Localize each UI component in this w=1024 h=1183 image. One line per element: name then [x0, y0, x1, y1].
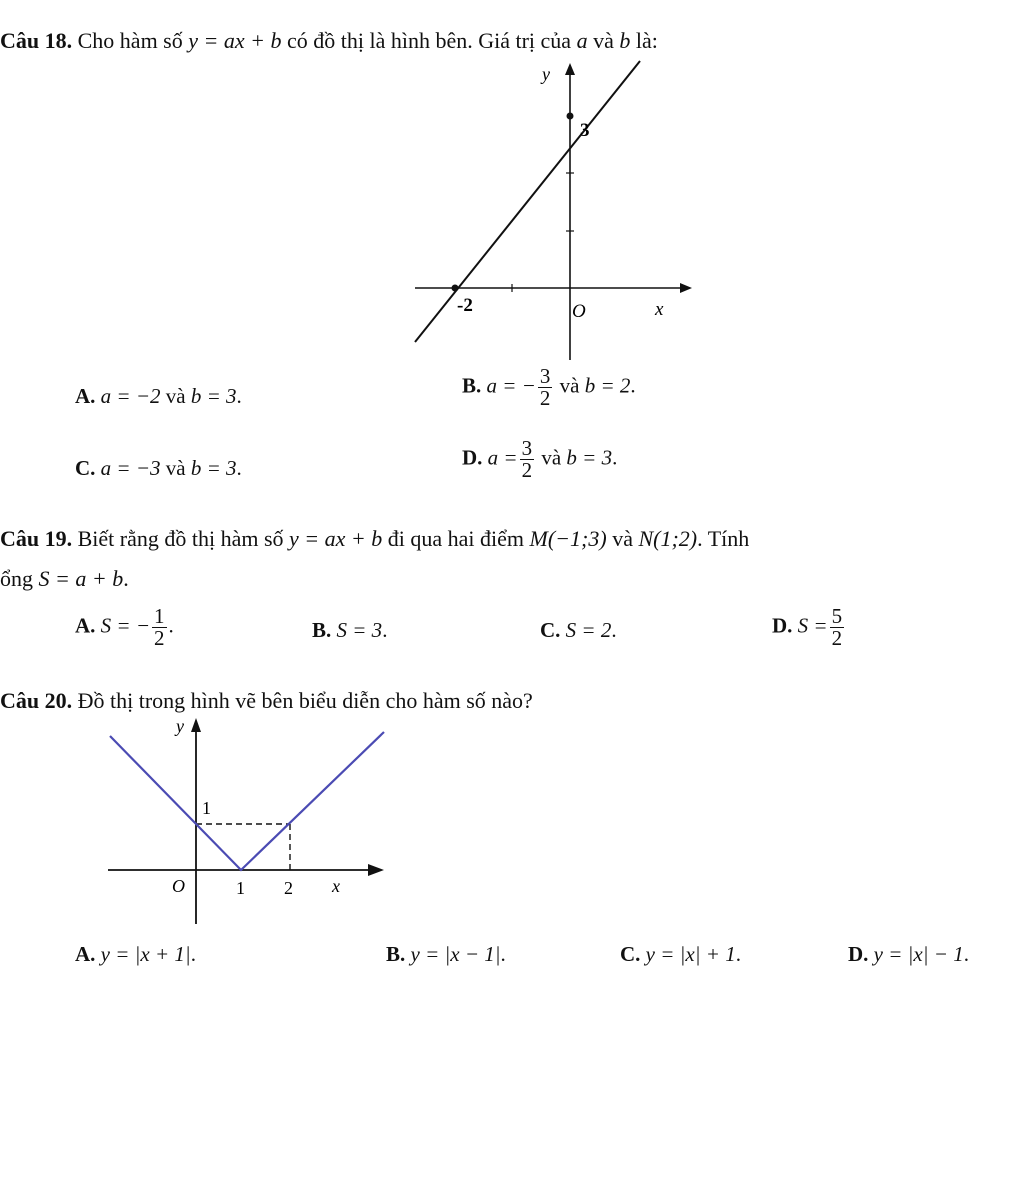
- q18-text-before: Cho hàm số: [77, 28, 183, 53]
- fraction: [830, 606, 845, 649]
- q18-function: y = ax + b: [188, 28, 282, 53]
- q19-stem-line2: [0, 566, 129, 592]
- option-a-value: a = −2: [100, 384, 161, 408]
- q20-option-c[interactable]: [620, 942, 741, 967]
- q18-end: là:: [635, 28, 658, 53]
- option-end: .: [500, 942, 506, 966]
- option-end: .: [190, 942, 196, 966]
- option-label: A.: [75, 613, 96, 638]
- q19-option-b[interactable]: [312, 618, 387, 643]
- fraction-numerator: 1: [154, 604, 165, 628]
- q18-number: Câu 18.: [0, 28, 73, 53]
- q18-option-a[interactable]: [75, 384, 242, 409]
- q19-point-n: N(1;2): [638, 526, 698, 551]
- q20-origin-label: O: [172, 876, 185, 896]
- option-label: B.: [312, 618, 332, 642]
- option-end: .: [630, 373, 636, 398]
- option-a-prefix: a = −: [486, 373, 536, 398]
- q19-line2-start: ổng: [0, 566, 33, 591]
- q19-point-m: M(−1;3): [529, 526, 607, 551]
- option-end: .: [168, 613, 174, 638]
- q19-number: Câu 19.: [0, 526, 73, 551]
- option-b-value: b = 3: [190, 456, 237, 480]
- fraction: [520, 438, 535, 481]
- q19-text1: Biết rằng đồ thị hàm số: [77, 526, 284, 551]
- q19-line2-end: .: [123, 566, 129, 591]
- q19-function: y = ax + b: [289, 526, 383, 551]
- q19-sum: S = a + b: [38, 566, 124, 591]
- fraction-denominator: 2: [539, 386, 551, 410]
- option-a-prefix: a =: [487, 445, 518, 470]
- option-label: D.: [772, 613, 793, 638]
- option-label: C.: [540, 618, 561, 642]
- q20-y-label: y: [176, 716, 184, 736]
- q20-x-tick-label-1: 1: [236, 878, 245, 898]
- q18-origin-label: O: [572, 301, 586, 322]
- option-value: y = |x| − 1: [873, 942, 964, 966]
- q18-option-d[interactable]: [462, 438, 617, 481]
- option-and: và: [559, 373, 580, 398]
- q18-y-intercept-point: [567, 113, 574, 120]
- option-value: y = |x − 1|: [410, 942, 501, 966]
- q18-function-line: [415, 61, 640, 342]
- option-value: y = |x| + 1: [645, 942, 736, 966]
- fraction-denominator: 2: [521, 458, 533, 482]
- option-end: .: [236, 384, 242, 408]
- option-value: S = 3: [336, 618, 383, 642]
- option-label: A.: [75, 942, 96, 966]
- fraction-numerator: 3: [539, 364, 551, 388]
- q20-number: Câu 20.: [0, 688, 73, 713]
- fraction-denominator: 2: [154, 626, 165, 650]
- q19-and: và: [612, 526, 633, 551]
- q20-option-a[interactable]: [75, 942, 196, 967]
- option-label: A.: [75, 384, 96, 408]
- q19-option-a[interactable]: [75, 606, 174, 649]
- option-a-value: a = −3: [100, 456, 161, 480]
- q18-y-label: y: [542, 64, 550, 84]
- option-end: .: [735, 942, 741, 966]
- q20-text: Đồ thị trong hình vẽ bên biểu diễn cho hàm số nào?: [77, 688, 533, 713]
- q18-x-tick-label: -2: [457, 295, 473, 316]
- option-end: .: [236, 456, 242, 480]
- q20-function-line: [110, 732, 384, 870]
- fraction-denominator: 2: [831, 626, 843, 650]
- option-and: và: [165, 384, 186, 408]
- q18-x-label: x: [655, 299, 664, 320]
- option-and: và: [165, 456, 186, 480]
- option-end: .: [963, 942, 969, 966]
- option-b-value: b = 2: [584, 373, 631, 398]
- option-end: .: [611, 618, 617, 642]
- option-prefix: S =: [797, 613, 828, 638]
- q20-graph: [100, 712, 400, 927]
- q20-option-d[interactable]: [848, 942, 969, 967]
- q18-graph: [400, 55, 700, 365]
- q20-option-b[interactable]: [386, 942, 506, 967]
- q18-y-tick-label: 3: [580, 120, 590, 141]
- q18-option-c[interactable]: [75, 456, 242, 481]
- q18-x-arrow-icon: [680, 283, 692, 293]
- fraction-numerator: 5: [831, 604, 843, 628]
- option-label: C.: [75, 456, 96, 480]
- q20-y-tick-label: 1: [202, 798, 211, 818]
- fraction: [152, 606, 167, 649]
- option-end: .: [612, 445, 618, 470]
- q18-text-after: có đồ thị là hình bên. Giá trị của: [286, 28, 572, 53]
- q18-y-arrow-icon: [565, 63, 575, 75]
- option-b-value: b = 3: [190, 384, 237, 408]
- q20-stem: [0, 688, 533, 714]
- q20-x-arrow-icon: [368, 864, 384, 876]
- q20-x-label: x: [332, 876, 340, 896]
- option-prefix: S = −: [100, 613, 151, 638]
- option-label: D.: [848, 942, 869, 966]
- q19-option-d[interactable]: [772, 606, 846, 649]
- q18-x-intercept-point: [452, 285, 459, 292]
- option-b-value: b = 3: [566, 445, 613, 470]
- option-end: .: [382, 618, 388, 642]
- option-label: D.: [462, 445, 483, 470]
- option-label: B.: [386, 942, 406, 966]
- q20-x-tick-label-2: 2: [284, 878, 293, 898]
- q20-y-arrow-icon: [191, 718, 201, 732]
- q19-text2: đi qua hai điểm: [387, 526, 525, 551]
- q19-text3: . Tính: [697, 526, 750, 551]
- q18-var-a: a: [576, 28, 588, 53]
- fraction: [538, 366, 553, 409]
- q19-stem-line1: [0, 526, 749, 552]
- option-label: C.: [620, 942, 641, 966]
- q18-option-b[interactable]: [462, 366, 636, 409]
- option-and: và: [541, 445, 562, 470]
- fraction-numerator: 3: [521, 436, 533, 460]
- q18-var-b: b: [619, 28, 631, 53]
- option-label: B.: [462, 373, 482, 398]
- q18-stem: [0, 28, 658, 54]
- option-value: S = 2: [565, 618, 612, 642]
- q18-and: và: [593, 28, 614, 53]
- option-value: y = |x + 1|: [100, 942, 191, 966]
- q19-option-c[interactable]: [540, 618, 617, 643]
